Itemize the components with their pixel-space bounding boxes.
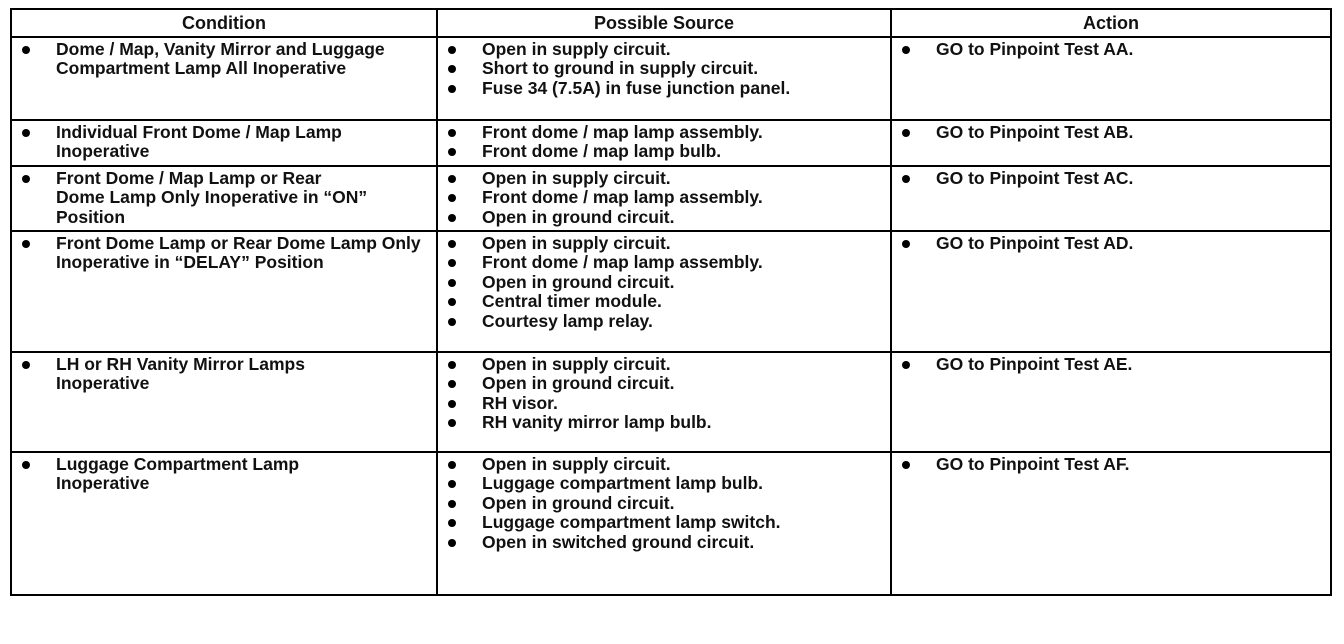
table-row xyxy=(11,452,1331,595)
action-text: GO to Pinpoint Test AA. xyxy=(898,40,1324,59)
table-row xyxy=(11,37,1331,120)
source-cell xyxy=(437,452,891,595)
action-cell xyxy=(891,37,1331,120)
source-item: Open in ground circuit. xyxy=(444,208,884,227)
source-item: Open in ground circuit. xyxy=(444,374,884,393)
document-page xyxy=(10,8,1330,596)
action-cell xyxy=(891,120,1331,166)
condition-cell xyxy=(11,452,437,595)
source-item: Open in supply circuit. xyxy=(444,234,884,253)
condition-text: LH or RH Vanity Mirror Lamps Inoperative xyxy=(18,355,430,394)
source-item: Open in ground circuit. xyxy=(444,494,884,513)
condition-text: Front Dome / Map Lamp or Rear Dome Lamp Only Inoperative in “ON” Position xyxy=(18,169,430,227)
source-item: Luggage compartment lamp switch. xyxy=(444,513,884,532)
source-item: Open in switched ground circuit. xyxy=(444,533,884,552)
condition-text: Individual Front Dome / Map Lamp Inoperative xyxy=(18,123,430,162)
condition-cell xyxy=(11,352,437,452)
action-text: GO to Pinpoint Test AE. xyxy=(898,355,1324,374)
source-item: Open in supply circuit. xyxy=(444,40,884,59)
source-item: Short to ground in supply circuit. xyxy=(444,59,884,78)
source-item: Open in supply circuit. xyxy=(444,455,884,474)
action-cell xyxy=(891,452,1331,595)
action-cell xyxy=(891,352,1331,452)
action-cell xyxy=(891,166,1331,231)
table-row xyxy=(11,166,1331,231)
source-item: Front dome / map lamp assembly. xyxy=(444,188,884,207)
action-cell xyxy=(891,231,1331,352)
source-item: Open in supply circuit. xyxy=(444,355,884,374)
source-cell xyxy=(437,120,891,166)
source-item: Open in ground circuit. xyxy=(444,273,884,292)
condition-text: Dome / Map, Vanity Mirror and Luggage Compartment Lamp All Inoperative xyxy=(18,40,430,79)
table-row xyxy=(11,231,1331,352)
source-item: RH visor. xyxy=(444,394,884,413)
source-item: RH vanity mirror lamp bulb. xyxy=(444,413,884,432)
source-item: Luggage compartment lamp bulb. xyxy=(444,474,884,493)
action-text: GO to Pinpoint Test AF. xyxy=(898,455,1324,474)
condition-cell xyxy=(11,120,437,166)
source-item: Courtesy lamp relay. xyxy=(444,312,884,331)
action-header: Action xyxy=(891,9,1331,37)
source-cell xyxy=(437,37,891,120)
source-cell xyxy=(437,231,891,352)
table-row xyxy=(11,352,1331,452)
header-row xyxy=(11,9,1331,37)
condition-cell xyxy=(11,231,437,352)
source-cell xyxy=(437,166,891,231)
source-item: Front dome / map lamp assembly. xyxy=(444,123,884,142)
table-row xyxy=(11,120,1331,166)
condition-text: Luggage Compartment Lamp Inoperative xyxy=(18,455,430,494)
action-text: GO to Pinpoint Test AB. xyxy=(898,123,1324,142)
symptom-chart-table xyxy=(10,8,1332,596)
source-item: Fuse 34 (7.5A) in fuse junction panel. xyxy=(444,79,884,98)
condition-text: Front Dome Lamp or Rear Dome Lamp Only Inoperative in “DELAY” Position xyxy=(18,234,430,273)
action-text: GO to Pinpoint Test AD. xyxy=(898,234,1324,253)
source-item: Central timer module. xyxy=(444,292,884,311)
source-cell xyxy=(437,352,891,452)
condition-cell xyxy=(11,166,437,231)
source-item: Open in supply circuit. xyxy=(444,169,884,188)
source-item: Front dome / map lamp assembly. xyxy=(444,253,884,272)
possible-source-header: Possible Source xyxy=(437,9,891,37)
action-text: GO to Pinpoint Test AC. xyxy=(898,169,1324,188)
source-item: Front dome / map lamp bulb. xyxy=(444,142,884,161)
condition-header: Condition xyxy=(11,9,437,37)
condition-cell xyxy=(11,37,437,120)
